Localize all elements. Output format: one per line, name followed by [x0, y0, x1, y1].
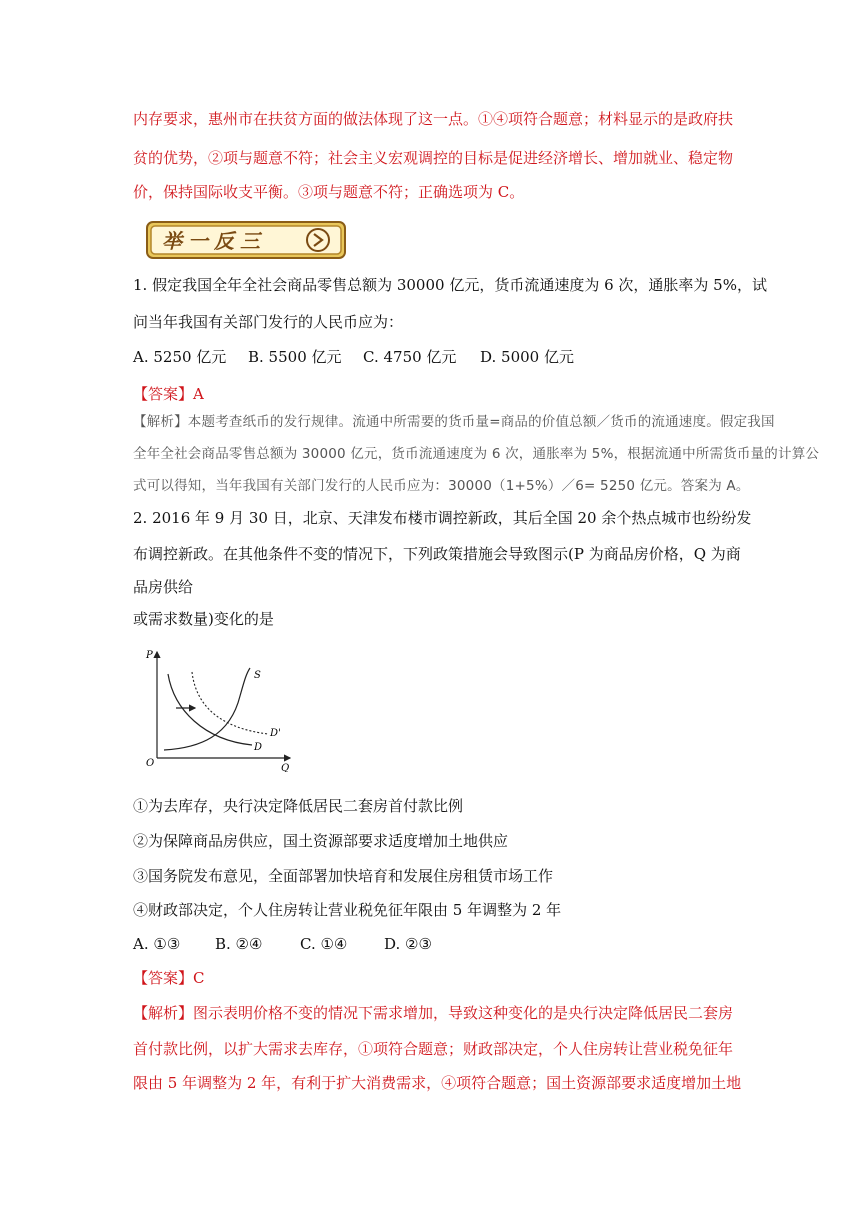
q2-option-a: A. ①③ — [133, 935, 181, 953]
q2-statement-1: ①为去库存，央行决定降低居民二套房首付款比例 — [133, 797, 464, 815]
q2-line-2: 布调控新政。在其他条件不变的情况下，下列政策措施会导致图示(P 为商品房价格，Q 为商 — [133, 545, 741, 563]
intro-line-3: 价，保持国际收支平衡。③项与题意不符；正确选项为 C。 — [133, 183, 525, 201]
q2-line-1: 2. 2016 年 9 月 30 日，北京、天津发布楼市调控新政，其后全国 20 余个热点城市也纷纷发 — [133, 509, 752, 527]
q2-line-3: 品房供给 — [133, 578, 194, 596]
supply-label: S — [254, 670, 261, 681]
q1-line-1: 1. 假定我国全年全社会商品零售总额为 30000 亿元，货币流通速度为 6 次，通胀率为 5%，试 — [133, 276, 767, 294]
demand-label: D — [254, 742, 263, 753]
q1-analysis-line-1: 【解析】本题考查纸币的发行规律。流通中所需要的货币量=商品的价值总额／货币的流通速度。假定我国 — [133, 414, 775, 430]
intro-line-2: 贫的优势，②项与题意不符；社会主义宏观调控的目标是促进经济增长、增加就业、稳定物 — [133, 149, 734, 167]
q1-option-c: C. 4750 亿元 — [363, 348, 457, 366]
section-banner — [146, 221, 346, 259]
q2-answer: 【答案】C — [133, 969, 205, 987]
q2-option-d: D. ②③ — [384, 935, 432, 953]
q2-line-4: 或需求数量)变化的是 — [133, 610, 274, 628]
q2-statement-2: ②为保障商品房供应，国土资源部要求适度增加土地供应 — [133, 832, 509, 850]
new-demand-label: D' — [270, 728, 281, 739]
q2-analysis-line-1: 【解析】图示表明价格不变的情况下需求增加，导致这种变化的是央行决定降低居民二套房 — [133, 1004, 734, 1022]
q2-option-c: C. ①④ — [300, 935, 348, 953]
supply-demand-graph — [140, 644, 300, 772]
supply-curve — [164, 668, 250, 750]
q2-analysis-line-2: 首付款比例，以扩大需求去库存，①项符合题意；财政部决定，个人住房转让营业税免征年 — [133, 1040, 734, 1058]
q1-analysis-line-3: 式可以得知，当年我国有关部门发行的人民币应为：30000（1+5%）／6= 5250 亿元。答案为 A。 — [133, 478, 750, 494]
axis-p-label: P — [146, 650, 153, 661]
new-demand-curve — [192, 672, 268, 734]
banner-text: 举一反三 — [162, 229, 266, 253]
q1-option-d: D. 5000 亿元 — [480, 348, 574, 366]
intro-line-1: 内存要求，惠州市在扶贫方面的做法体现了这一点。①④项符合题意；材料显示的是政府扶 — [133, 110, 734, 128]
q1-answer: 【答案】A — [133, 385, 204, 403]
q1-line-2: 问当年我国有关部门发行的人民币应为： — [133, 313, 404, 331]
q2-options — [133, 934, 432, 954]
q2-analysis-line-3: 限由 5 年调整为 2 年，有利于扩大消费需求，④项符合题意；国土资源部要求适度增加土地 — [133, 1074, 742, 1092]
axis-q-label: Q — [281, 763, 290, 772]
q1-analysis-line-2: 全年全社会商品零售总额为 30000 亿元，货币流通速度为 6 次，通胀率为 5%，根据流通中所需货币量的计算公 — [133, 446, 820, 462]
demand-curve — [168, 674, 252, 745]
q1-option-a: A. 5250 亿元 — [133, 348, 227, 366]
q2-statement-4: ④财政部决定，个人住房转让营业税免征年限由 5 年调整为 2 年 — [133, 901, 562, 919]
q2-statement-3: ③国务院发布意见，全面部署加快培育和发展住房租赁市场工作 — [133, 867, 554, 885]
origin-label: O — [146, 758, 155, 769]
q2-option-b: B. ②④ — [215, 935, 263, 953]
q1-options — [133, 347, 574, 367]
q1-option-b: B. 5500 亿元 — [248, 348, 342, 366]
